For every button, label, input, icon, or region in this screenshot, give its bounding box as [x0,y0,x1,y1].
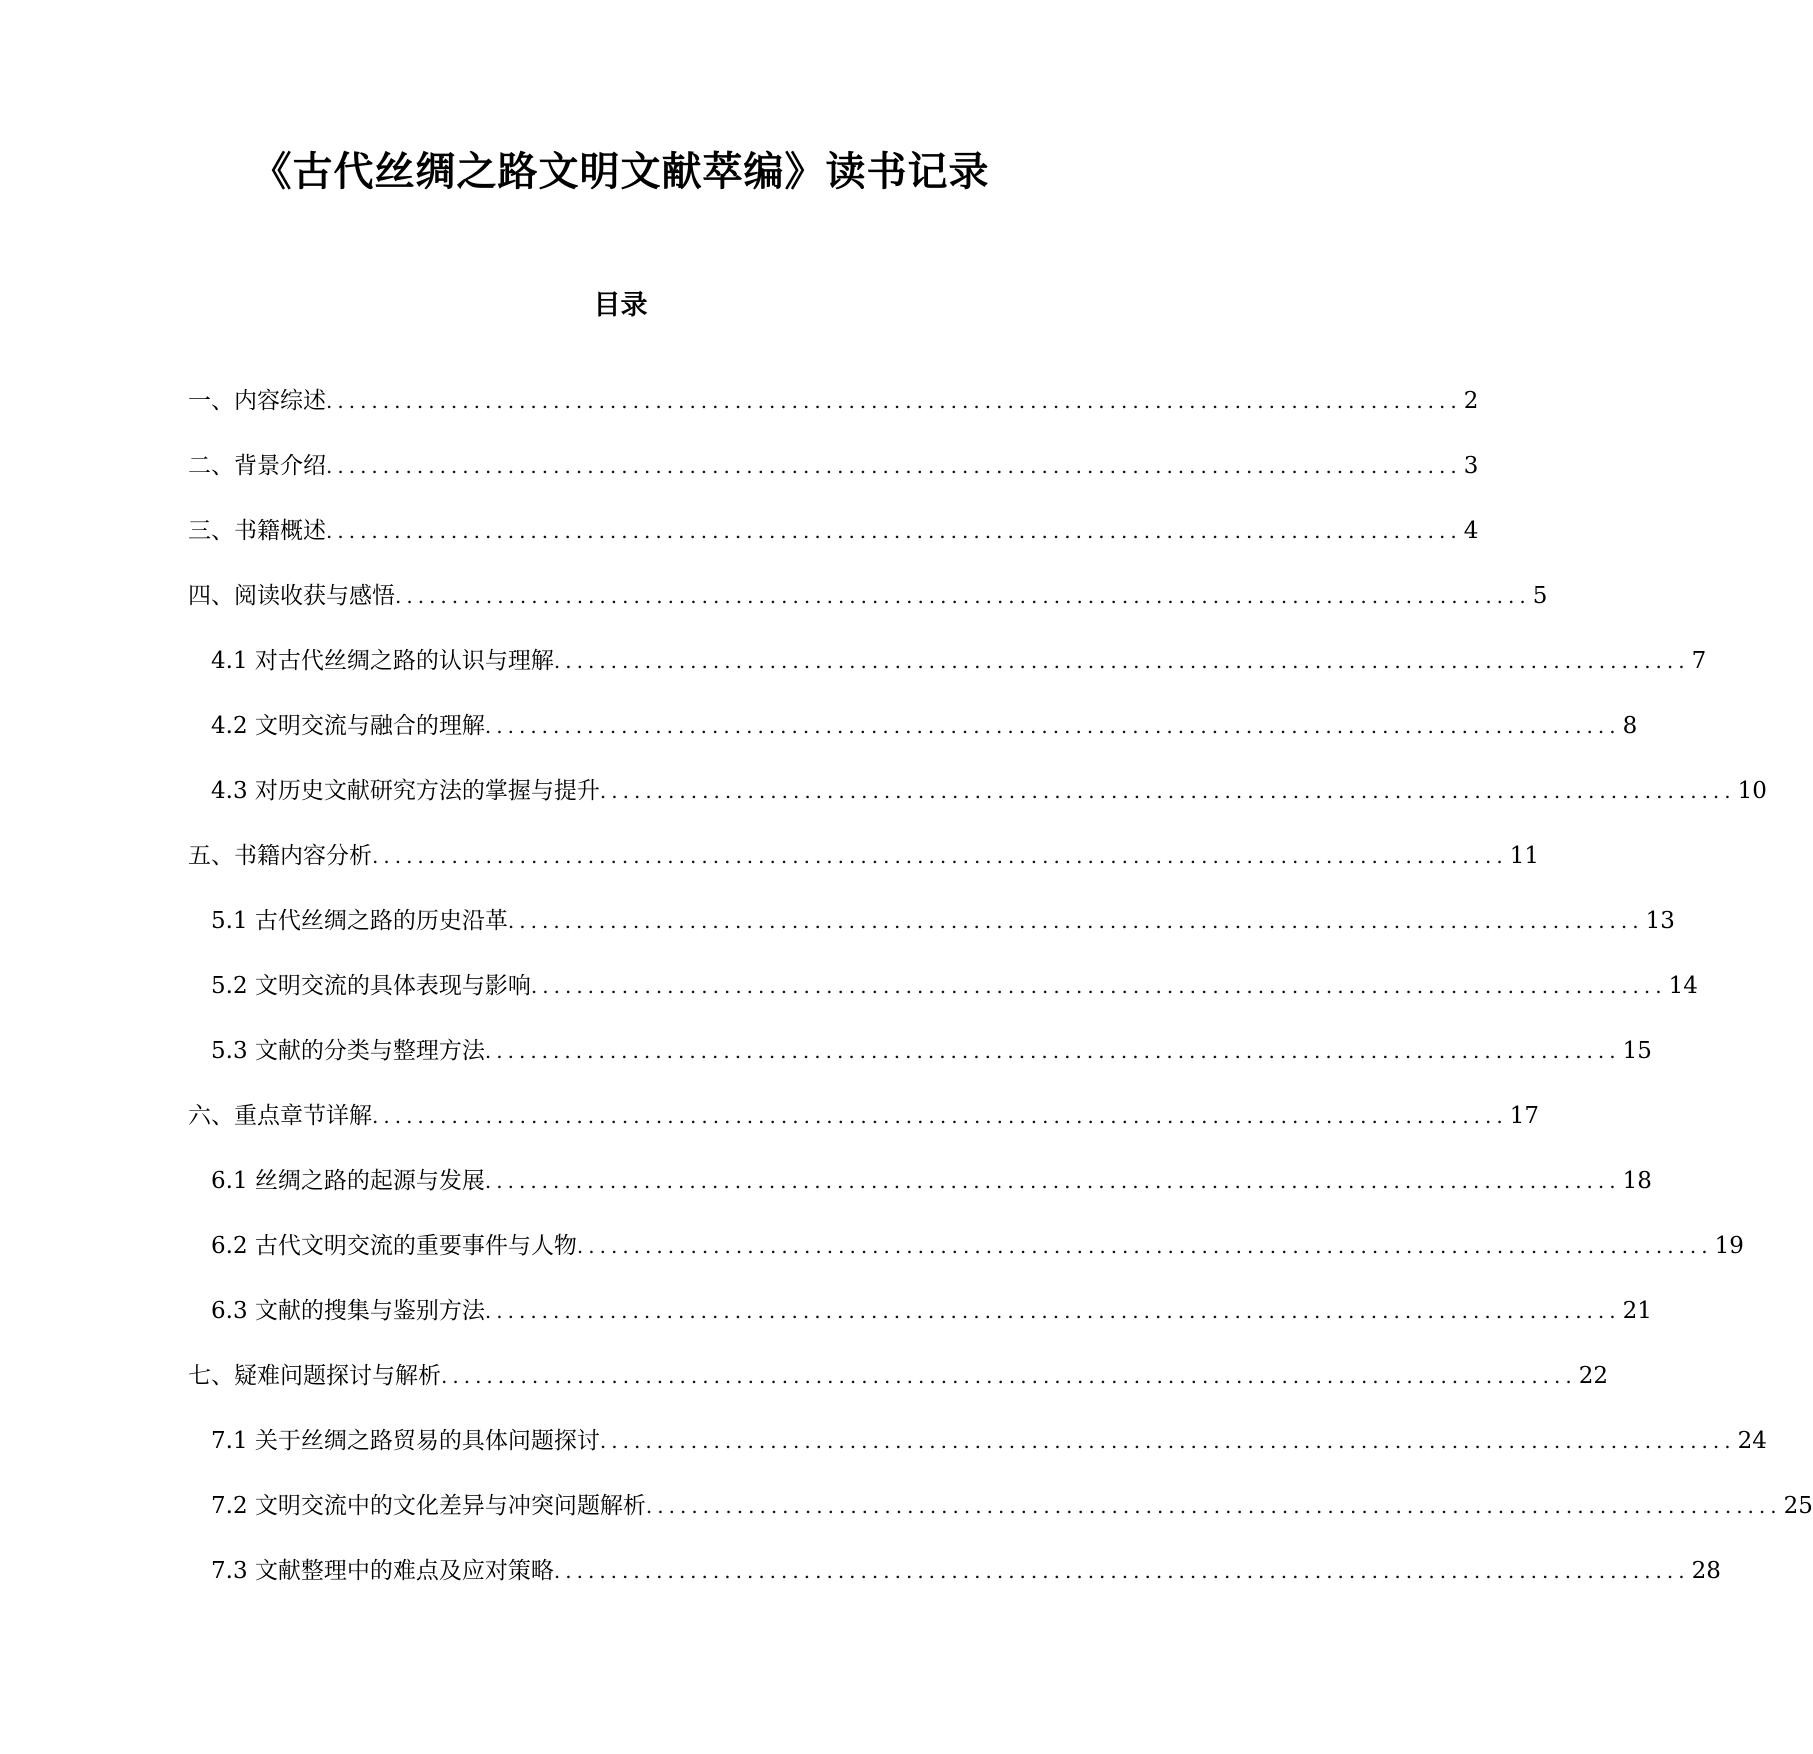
toc-dot-leader: .................................................................................................... [576,1234,1713,1258]
toc-entry-page: 10 [1737,778,1767,804]
toc-entry-label: 5.2 文明交流的具体表现与影响 [211,973,531,999]
toc-entry-page: 21 [1622,1298,1652,1324]
toc-dot-leader: .................................................................................................... [484,1039,1621,1063]
toc-entry-page: 3 [1463,453,1479,479]
toc-entry-label: 4.3 对历史文献研究方法的掌握与提升 [211,778,600,804]
toc-entry-page: 28 [1691,1558,1721,1584]
toc-dot-leader: .................................................................................................... [645,1494,1782,1518]
toc-entry-page: 25 [1783,1493,1813,1519]
toc-entry[interactable] [188,384,1479,418]
toc-entry[interactable] [211,1554,1721,1588]
toc-entry-label: 5.3 文献的分类与整理方法 [211,1038,485,1064]
toc-entry-label: 五、书籍内容分析 [188,843,372,869]
toc-entry-page: 18 [1622,1168,1652,1194]
toc-entry-label: 七、疑难问题探讨与解析 [188,1363,441,1389]
toc-entry-page: 7 [1691,648,1707,674]
toc-dot-leader: .................................................................................................... [507,909,1644,933]
toc-entry-label: 7.1 关于丝绸之路贸易的具体问题探讨 [211,1428,600,1454]
toc-entry-label: 6.2 古代文明交流的重要事件与人物 [211,1233,577,1259]
toc-entry-page: 22 [1578,1363,1609,1389]
toc-dot-leader: .................................................................................................... [395,584,1531,608]
toc-entry-page: 5 [1532,583,1548,609]
toc-entry-label: 4.1 对古代丝绸之路的认识与理解 [211,648,554,674]
toc-dot-leader: .................................................................................................... [484,714,1621,738]
toc-dot-leader: .................................................................................................... [484,1299,1621,1323]
toc-entry[interactable] [188,1099,1540,1133]
toc-entry-label: 4.2 文明交流与融合的理解 [211,713,485,739]
toc-dot-leader: .................................................................................................... [599,779,1736,803]
toc-dot-leader: .................................................................................................... [530,974,1667,998]
toc-entry-page: 2 [1463,388,1479,414]
toc-heading: 目录 [593,290,648,321]
toc-entry[interactable] [211,969,1698,1003]
toc-dot-leader: .................................................................................................... [326,454,1462,478]
toc-dot-leader: .................................................................................................... [484,1169,1621,1193]
toc-entry-page: 14 [1668,973,1698,999]
toc-dot-leader: .................................................................................................... [372,1104,1508,1128]
toc-entry-label: 六、重点章节详解 [188,1103,372,1129]
toc-entry[interactable] [211,1424,1767,1458]
toc-entry-page: 19 [1714,1233,1744,1259]
toc-entry-label: 二、背景介绍 [188,453,326,479]
toc-entry-label: 三、书籍概述 [188,518,326,544]
toc-entry-label: 6.1 丝绸之路的起源与发展 [211,1168,485,1194]
toc-entry-page: 17 [1509,1103,1540,1129]
toc-entry[interactable] [211,644,1707,678]
toc-entry-page: 13 [1645,908,1675,934]
toc-entry-page: 11 [1509,843,1540,869]
toc-entry-page: 4 [1463,518,1479,544]
toc-dot-leader: .................................................................................................... [326,519,1462,543]
toc-entry-page: 24 [1737,1428,1767,1454]
toc-dot-leader: .................................................................................................... [599,1429,1736,1453]
toc-entry[interactable] [211,1034,1652,1068]
toc-entry[interactable] [188,1359,1609,1393]
toc-entry[interactable] [188,449,1479,483]
toc-entry[interactable] [188,579,1548,613]
toc-entry[interactable] [211,904,1675,938]
toc-entry[interactable] [211,1294,1652,1328]
toc-entry-page: 15 [1622,1038,1652,1064]
toc-entry-label: 7.3 文献整理中的难点及应对策略 [211,1558,554,1584]
toc-entry-label: 6.3 文献的搜集与鉴别方法 [211,1298,485,1324]
toc-dot-leader: .................................................................................................... [441,1364,1577,1388]
toc-entry-label: 四、阅读收获与感悟 [188,583,395,609]
toc-entry[interactable] [211,1489,1813,1523]
toc-entry-page: 8 [1622,713,1638,739]
toc-dot-leader: .................................................................................................... [372,844,1508,868]
toc-entry[interactable] [188,514,1479,548]
toc-dot-leader: .................................................................................................... [326,389,1462,413]
document-title: 《古代丝绸之路文明文献萃编》读书记录 [251,148,990,195]
toc-entry[interactable] [211,774,1767,808]
toc-entry-label: 5.1 古代丝绸之路的历史沿革 [211,908,508,934]
toc-entry[interactable] [211,709,1638,743]
toc-entry-label: 7.2 文明交流中的文化差异与冲突问题解析 [211,1493,646,1519]
toc-entry[interactable] [211,1229,1744,1263]
toc-entry[interactable] [211,1164,1652,1198]
toc-dot-leader: .................................................................................................... [553,1559,1690,1583]
toc-dot-leader: .................................................................................................... [553,649,1690,673]
toc-entry-label: 一、内容综述 [188,388,326,414]
toc-entry[interactable] [188,839,1540,873]
